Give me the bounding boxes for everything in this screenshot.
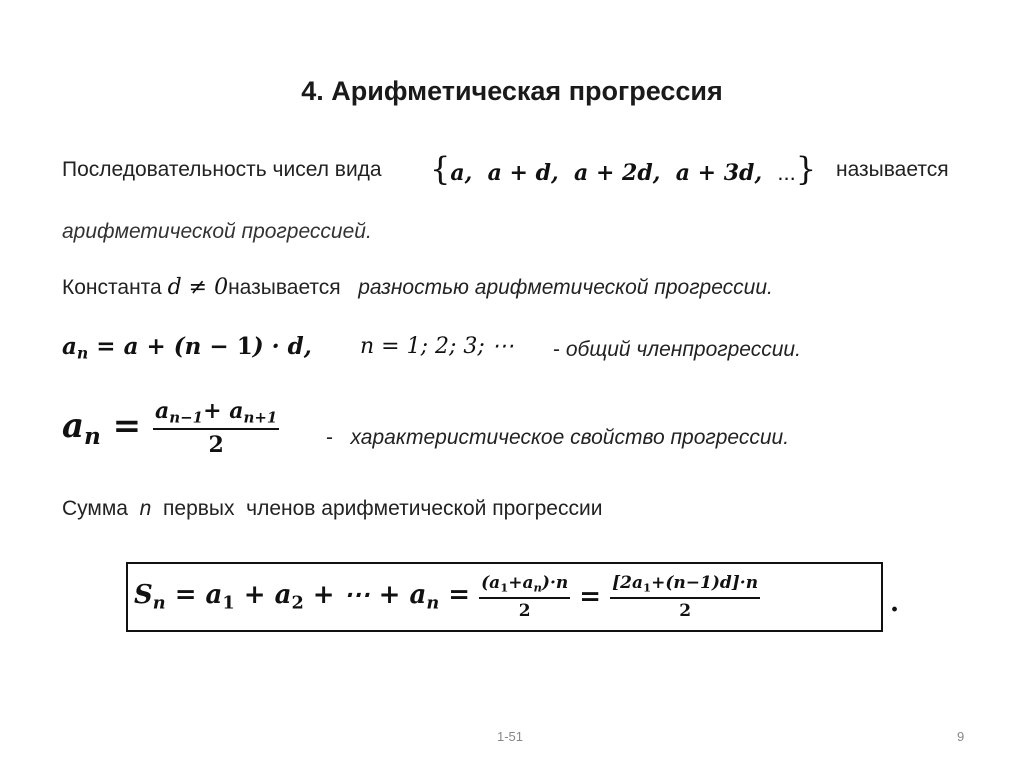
characteristic-property-label xyxy=(326,426,789,450)
sum-formula-period: . xyxy=(890,588,900,618)
sequence-formula: {a, a + d, a + 2d, a + 3d, ...} xyxy=(430,150,817,188)
dash: - xyxy=(553,338,560,361)
general-term-description: общий членпрогрессии. xyxy=(565,338,801,361)
called-text: называется xyxy=(836,158,949,181)
characteristic-property-formula: $a_n$ = $\frac{a_{n-1}+ a_{n+1}}{2}$ xyxy=(62,398,278,459)
n-values-math: n = 1; 2; 3; ⋯ xyxy=(360,334,514,359)
general-term-label xyxy=(553,338,801,362)
constant-text xyxy=(62,275,773,300)
page-title: 4. Арифметическая прогрессия xyxy=(301,76,723,106)
dash: - xyxy=(326,426,333,449)
arithmetic-progression-term: арифметической прогрессией. xyxy=(62,220,372,243)
d-not-zero-math: d ≠ 0 xyxy=(167,275,229,300)
slide-range: 1-51 xyxy=(497,729,524,744)
characteristic-property-description: характеристическое свойство прогрессии. xyxy=(350,426,790,449)
called-label: называется xyxy=(228,276,341,299)
general-term-formula: $a_n = a + (n - 1) \cdot d$, xyxy=(62,333,312,363)
sequence-intro-text: Последовательность чисел вида xyxy=(62,158,382,181)
difference-term: разностью арифметической прогрессии. xyxy=(358,276,773,299)
sum-formula: $S_n = a_1 + a_2$ + ⋯ + $a_n$ = $\frac{(a_1+a_n)\cdot n}{2}$ = $\frac{[2a_1+(n-1)d]\cdot n}{2}$ xyxy=(134,573,759,621)
sum-intro-text: Сумма n первых членов арифметической прогрессии xyxy=(62,497,603,520)
constant-label: Константа xyxy=(62,276,162,299)
page-number: 9 xyxy=(957,729,965,744)
